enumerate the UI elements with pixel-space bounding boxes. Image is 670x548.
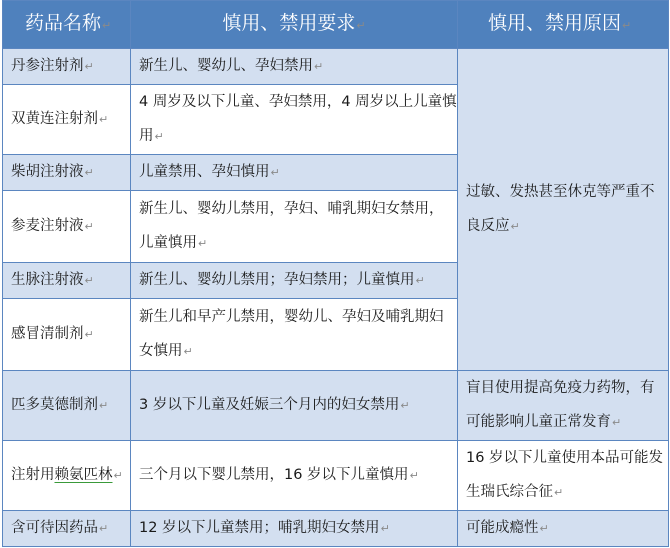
drug-name: 感冒清制剂↵ (3, 299, 131, 371)
table-row (3, 511, 669, 547)
requirement: 新生儿、婴幼儿禁用，孕妇、哺乳期妇女禁用，儿童慎用↵ (131, 191, 458, 263)
requirement: 三个月以下婴儿禁用，16 岁以下儿童慎用↵ (131, 441, 458, 511)
reason: 16 岁以下儿童使用本品可能发生瑞氏综合征↵ (458, 441, 669, 511)
requirement: 新生儿、婴幼儿禁用；孕妇禁用；儿童慎用↵ (131, 263, 458, 299)
drug-name: 参麦注射液↵ (3, 191, 131, 263)
requirement: 4 周岁及以下儿童、孕妇禁用，4 周岁以上儿童慎用↵ (131, 85, 458, 155)
drug-name: 双黄连注射剂↵ (3, 85, 131, 155)
drug-caution-table (2, 0, 669, 547)
table-row (3, 371, 669, 441)
table-row (3, 441, 669, 511)
drug-name: 丹参注射剂↵ (3, 49, 131, 85)
requirement: 12 岁以下儿童禁用；哺乳期妇女禁用↵ (131, 511, 458, 547)
table-header-row (3, 1, 669, 49)
header-reason: 慎用、禁用原因↵ (458, 1, 669, 49)
drug-name: 生脉注射液↵ (3, 263, 131, 299)
reason: 可能成瘾性↵ (458, 511, 669, 547)
reason: 盲目使用提高免疫力药物，有可能影响儿童正常发育↵ (458, 371, 669, 441)
requirement: 新生儿、婴幼儿、孕妇禁用↵ (131, 49, 458, 85)
header-requirement: 慎用、禁用要求↵ (131, 1, 458, 49)
table-row (3, 49, 669, 85)
drug-name: 含可待因药品↵ (3, 511, 131, 547)
header-drug-name: 药品名称↵ (3, 1, 131, 49)
requirement: 新生儿和早产儿禁用，婴幼儿、孕妇及哺乳期妇女慎用↵ (131, 299, 458, 371)
requirement: 儿童禁用、孕妇慎用↵ (131, 155, 458, 191)
requirement: 3 岁以下儿童及妊娠三个月内的妇女禁用↵ (131, 371, 458, 441)
drug-name: 注射用赖氨匹林↵ (3, 441, 131, 511)
drug-name: 匹多莫德制剂↵ (3, 371, 131, 441)
underlined-drug-name: 赖氨匹林 (54, 467, 113, 483)
drug-name: 柴胡注射液↵ (3, 155, 131, 191)
merged-reason: 过敏、发热甚至休克等严重不良反应↵ (458, 49, 669, 371)
